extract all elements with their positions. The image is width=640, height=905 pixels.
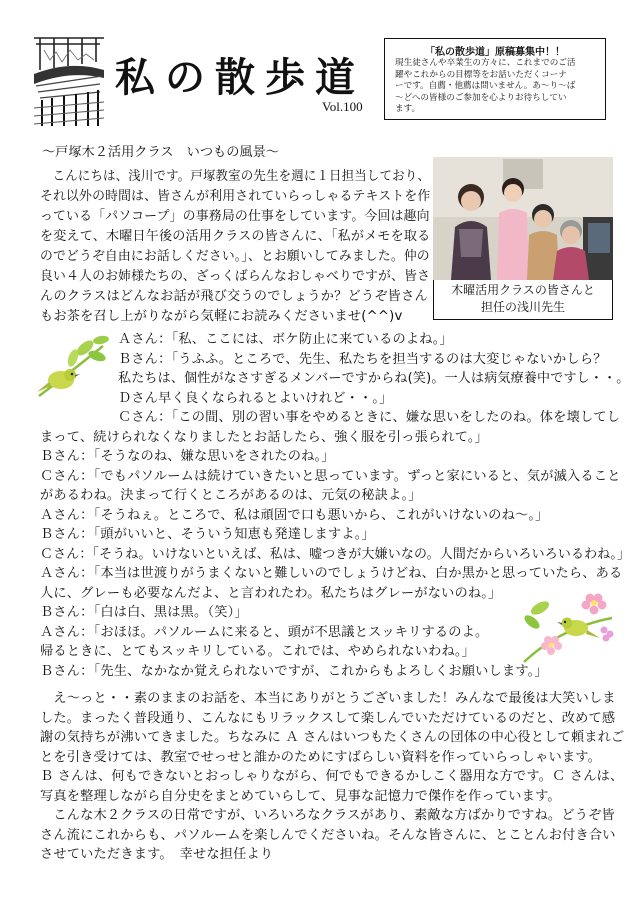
dialogue-line: 帰るときに、とてもスッキリしている。これでは、やめられないわね。」 (40, 644, 476, 659)
dialogue-line: Ｂさん：「そうなのね、嫌な思いをされたのね。」 (40, 449, 335, 464)
dialogue-line: 人に、グレーも必要なんだよ、と言われたわ。私たちはグレーがないのね。」 (40, 585, 502, 601)
closing-line: 謝の気持ちが沸いてきました。ちなみに Ａ さんはいつもたくさんの団体の中心役として頼まれご (40, 730, 625, 745)
volume-label: Vol.100 (322, 99, 363, 114)
intro-line: っている「パソコープ」の事務局の仕事をしています。今回は趣向 (40, 209, 430, 224)
caption-line: 木曜活用クラスの皆さんと (451, 283, 595, 297)
caption-line: 担任の浅川先生 (480, 300, 565, 314)
intro-line: 良い４人のお姉様たちの、ざっくばらんなおしゃべりですが、皆さ (40, 269, 431, 284)
dialogue-line: 私たちは、個性がなさすぎるメンバーですからね(笑)。一人は病気療養中ですし・・。 (118, 371, 630, 386)
intro-line: もお茶を召し上がりながら気軽にお読みくださいませ(^^)v (40, 309, 403, 324)
notice-line: ーです。自薦・他薦は問いません。あ～り～ば (395, 81, 576, 91)
closing-line: とを引き受けては、教室でせっせと誰かのためにすばらしい資料を作っていらっしゃいます。 (40, 749, 601, 765)
bird-and-flowers-illustration (520, 588, 616, 666)
intro-line: こんにちは、浅川です。戸塚教室の先生を週に１日担当しており、 (40, 169, 430, 184)
closing-line: した。まったく普段通り、こんなにもリラックスして楽しんでいただけているのだと、改めて感 (40, 710, 616, 726)
intro-line: それ以外の時間は、皆さんが利用されていらっしゃるテキストを作 (40, 189, 431, 204)
dialogue-line: Ｃさん：「そうね。いけないといえば、私は、嘘つきが大嫌いなの。人間だからいろいろいるわね。」 (40, 546, 631, 562)
notice-title: 「私の散歩道」原稿募集中！！ (425, 47, 565, 58)
closing-line: させていただきます。 幸せな担任より (40, 847, 274, 862)
dialogue-line: Ｄさん早く良くなられるとよいけれど・・。」 (118, 390, 393, 406)
recruitment-notice-box (384, 38, 606, 120)
closing-line: さん流にこれからも、パソルームを楽しんでくださいね。そんな皆さんに、とことんお付き合い (40, 827, 616, 843)
intro-line: のでどうぞ自由にお話しください。」、とお願いしてみました。仲の (40, 249, 430, 264)
dialogue-line: Ｂさん：「頭がいいと、そういう知恵も発達しますよ。」 (40, 527, 375, 542)
closing-line: こんな木２クラスの日常ですが、いろいろなクラスがあり、素敵な方ばかりですね。どうぞ皆 (40, 808, 615, 823)
dialogue-line: があるわね。決まって行くところがあるのは、元気の秘訣よ。」 (40, 488, 422, 503)
notice-line: ～どへの皆様のご参加を心よりお待ちしてい (395, 92, 567, 103)
class-photo (433, 157, 613, 280)
intro-line: んのクラスはどんなお話が飛び交うのでしょうか？どうぞ皆さん (40, 289, 428, 304)
closing-line: 写真を整理しながら自分史をまとめていらして、見事な記憶力で傑作を作っています。 (40, 788, 561, 804)
notice-line: ます。 (395, 104, 421, 114)
notice-line: 躍やこれからの目標等をお話いただくコーナ (395, 69, 567, 80)
page-title: 私の散歩道 (115, 54, 365, 101)
intro-paragraph (40, 167, 430, 329)
article-subtitle: ～戸塚木２活用クラス いつもの風景～ (42, 145, 279, 160)
dialogue-line: Ｃさん：「この間、別の習い事をやめるときに、嫌な思いをしたのね。体を壊してし (118, 410, 621, 425)
dialogue-line: Ａさん：「私、ここには、ボケ防止に来ているのよね。」 (118, 332, 453, 347)
closing-line: え～っと・・素のままのお話を、本当にありがとうございました！みんなで最後は大笑いしま (40, 691, 616, 706)
closing-paragraph (40, 689, 630, 869)
dialogue-line: まって、続けられなくなりましたとお話したら、強く服を引っ張られて。」 (40, 429, 489, 445)
dialogue-line: Ａさん：「本当は世渡りがうまくないと難しいのでしょうけどね、白か黒かと思っていたら、ある (40, 566, 623, 581)
dialogue-line: Ｂさん：「うふふ。ところで、先生、私たちを担当するのは大変じゃないかしら？ (118, 351, 607, 367)
intro-line: を変えて、木曜日午後の活用クラスの皆さんに、「私がメモを取る (40, 229, 431, 244)
notice-body (395, 58, 601, 116)
dialogue-line: Ｃさん：「でもパソルームは続けていきたいと思っています。ずっと家にいると、気が滅入ること (40, 468, 621, 484)
dialogue-line: Ｂさん：「先生、なかなか覚えられないですが、これからもよろしくお願いします。」 (40, 663, 548, 679)
notice-line: 現生徒さんや卒業生の方々に、これまでのご活 (395, 58, 576, 68)
dialogue-line: Ｂさん：「白は白、黒は黒。（笑）」 (40, 605, 248, 620)
closing-line: Ｂ さんは、何もできないとおっしゃりながら、何でもできるかしこく器用な方です。Ｃ さんは、 (40, 769, 624, 784)
dialogue-line: Ａさん：「おほほ。パソルームに来ると、頭が不思議とスッキリするのよ。 (40, 624, 489, 640)
bridge-sketch-illustration (30, 30, 108, 130)
dialogue-line: Ａさん：「そうねぇ。ところで、私は頑固で口も悪いから、これがいけないのね～。」 (40, 507, 549, 523)
photo-caption (433, 280, 613, 320)
